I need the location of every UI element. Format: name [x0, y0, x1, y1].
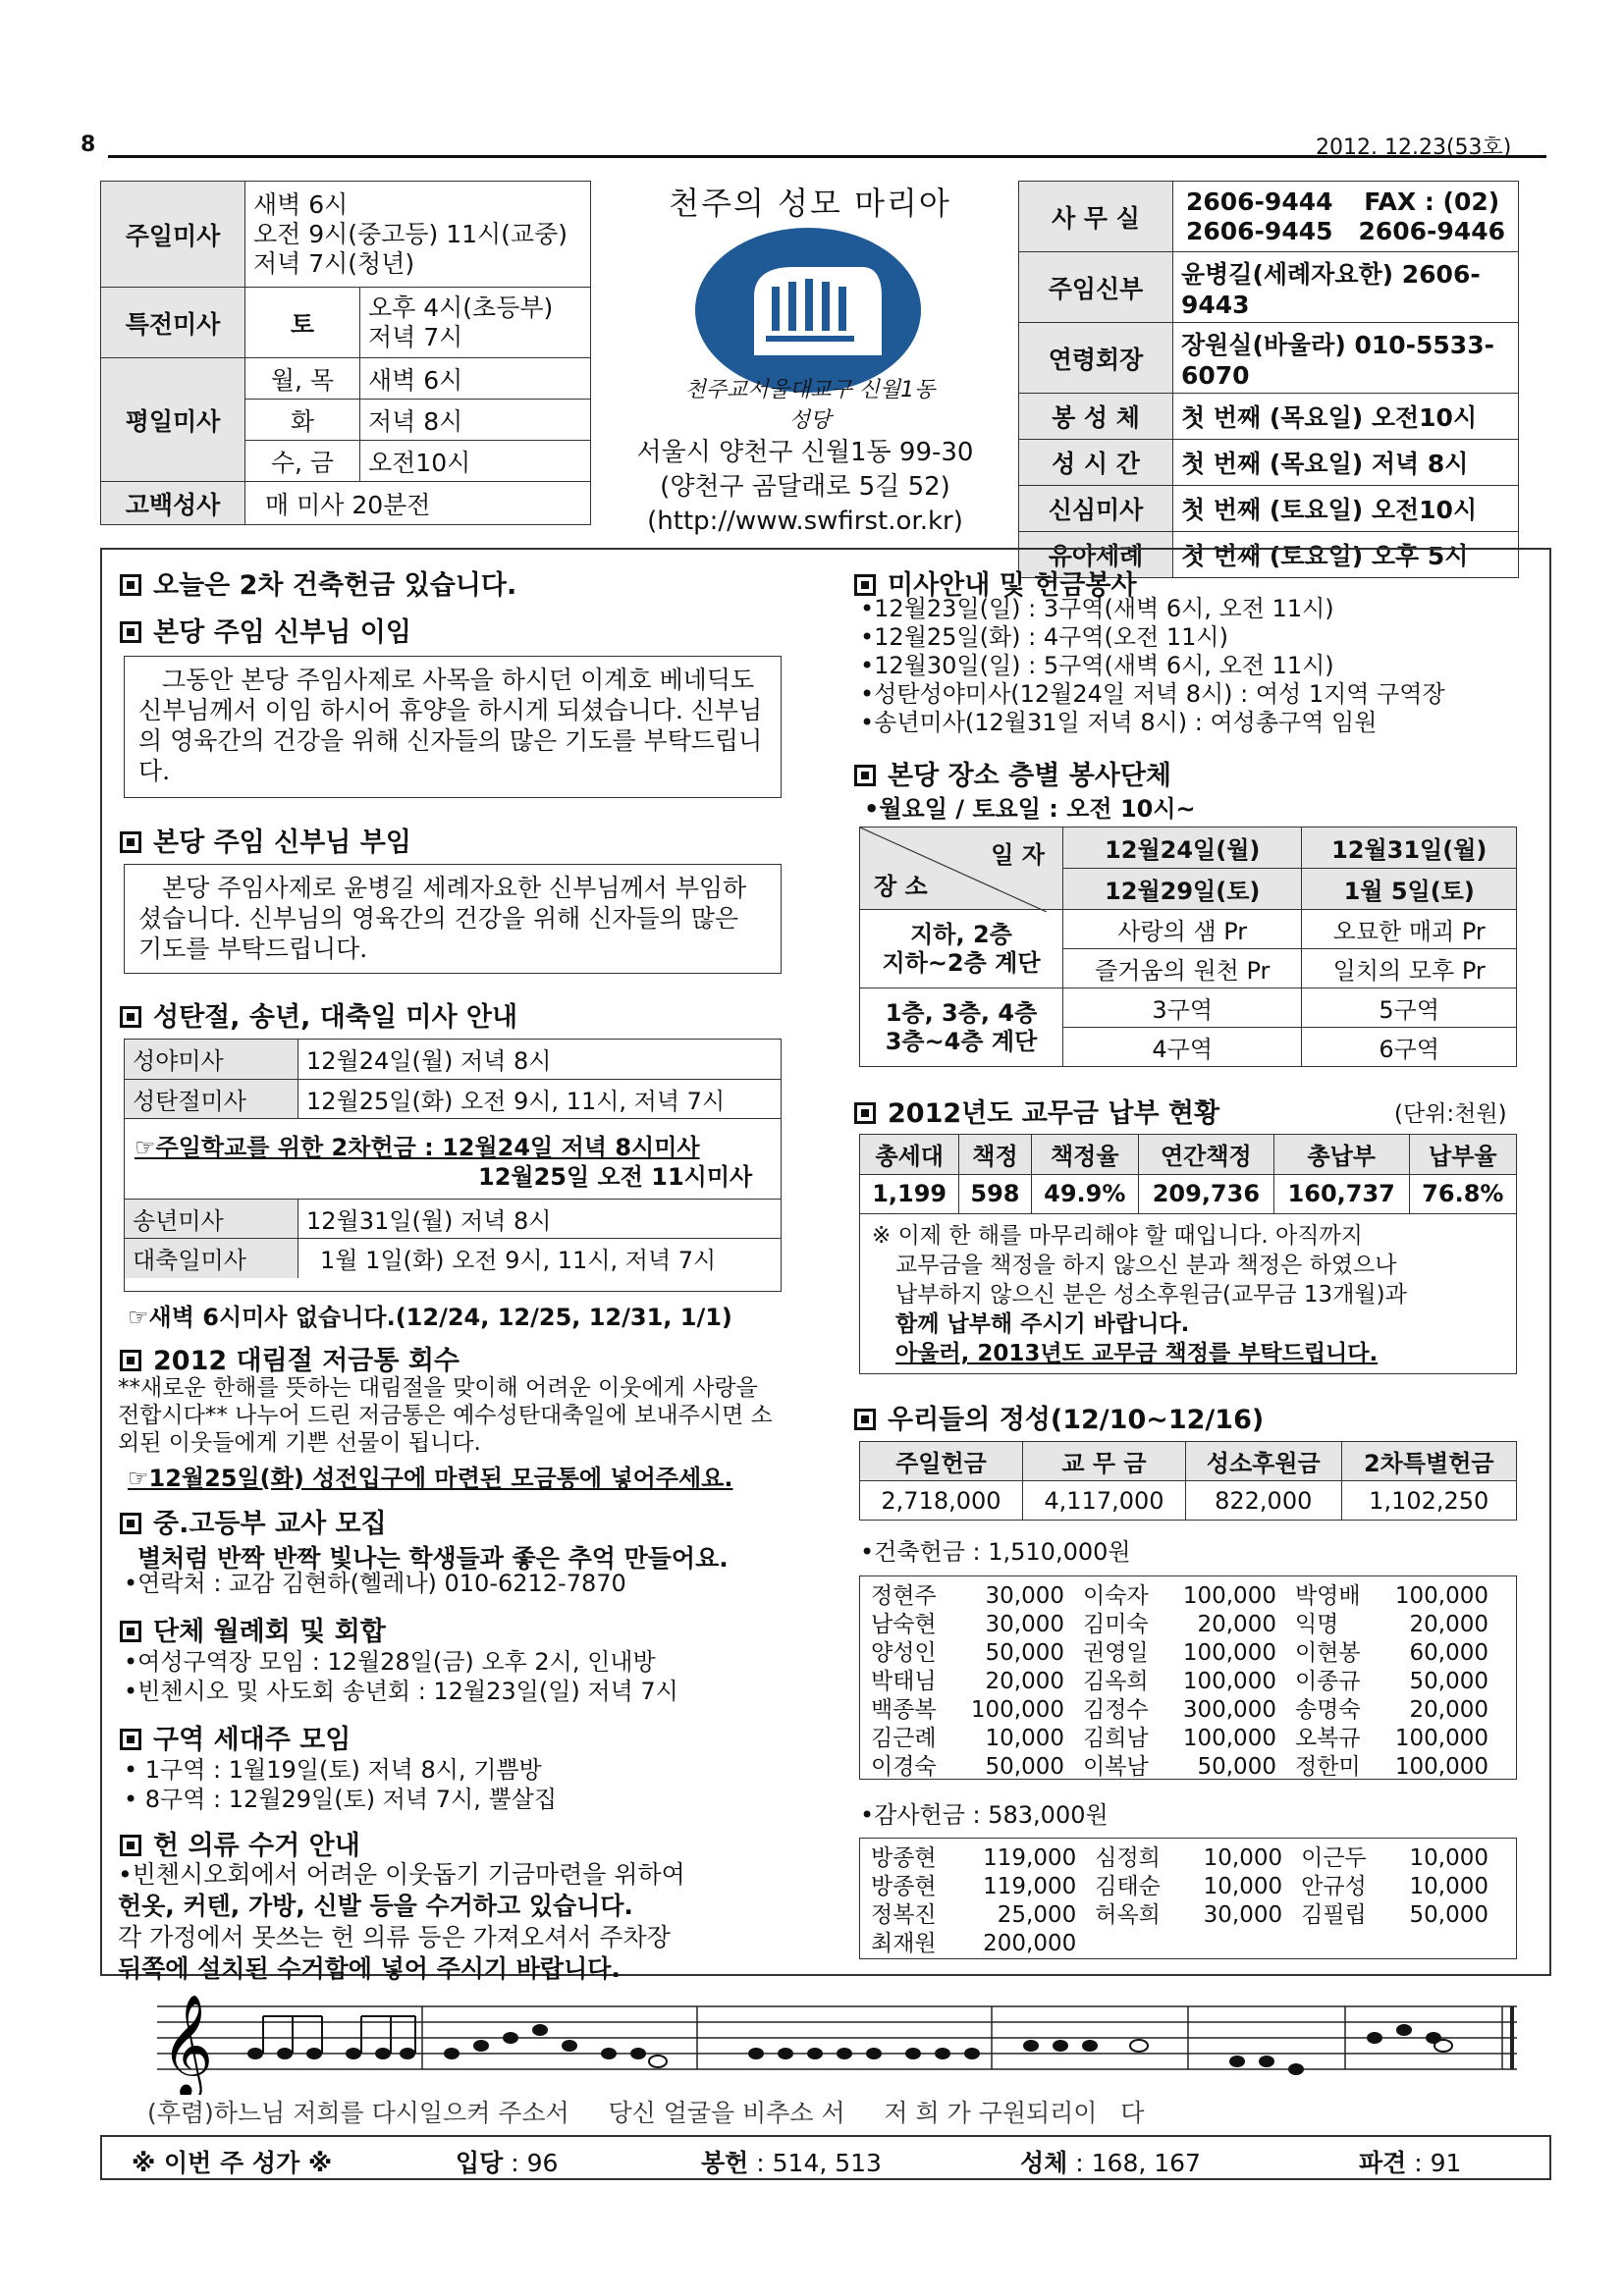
group-cell: 즐거움의 원천 Pr [1063, 949, 1302, 988]
donor-name: 이종규 [1294, 1669, 1361, 1694]
office-value: 첫 번째 (토요일) 오전10시 [1173, 486, 1519, 532]
address-line: (양천구 곰달래로 5길 52) [660, 472, 950, 502]
mass-service-item: •12월23일(일) : 3구역(새벽 6시, 오전 11시) [860, 595, 1334, 622]
donor-name: 정한미 [1294, 1754, 1361, 1780]
sunday-time: 오전 9시(중고등) 11시(교중) [253, 219, 568, 248]
dues-header: 책정 [959, 1135, 1031, 1174]
svg-text:𝄞: 𝄞 [161, 1994, 214, 2095]
no-dawn-mass-note: ☞새벽 6시미사 없습니다.(12/24, 12/25, 12/31, 1/1) [128, 1304, 732, 1331]
dues-value: 209,736 [1138, 1174, 1273, 1213]
donation-amount: 30,000 [985, 1583, 1064, 1609]
donor-name [1094, 1930, 1177, 1958]
group-meeting-item: •여성구역장 모임 : 12월28일(금) 오후 2시, 인내방 [124, 1648, 656, 1676]
dues-header: 총세대 [860, 1135, 959, 1174]
office-label: 사 무 실 [1019, 182, 1173, 252]
donation-amount: 50,000 [985, 1640, 1064, 1666]
donation-amount: 50,000 [1409, 1902, 1488, 1928]
date-cell: 12월31일(월) [1302, 828, 1517, 869]
donor-name: 양성인 [871, 1640, 937, 1666]
offering-header: 주일헌금 [860, 1442, 1023, 1481]
donor-name: 박태님 [871, 1669, 937, 1694]
teacher-recruit-text: 별처럼 반짝 반짝 빛나는 학생들과 좋은 추억 만들어요. [137, 1544, 729, 1573]
dues-value: 598 [959, 1174, 1031, 1213]
mass-service-item: •12월30일(일) : 5구역(새벽 6시, 오전 11시) [860, 652, 1334, 679]
weekday-time: 새벽 6시 [360, 358, 591, 400]
building-fund-label: •건축헌금 : 1,510,000원 [860, 1538, 1131, 1566]
donation-amount: 60,000 [1409, 1640, 1488, 1666]
donor-name: 김미숙 [1082, 1612, 1149, 1637]
logo-title: 천주의 성모 마리아 [669, 185, 951, 222]
offering-value: 2,718,000 [860, 1481, 1023, 1521]
donation-amount: 300,000 [1182, 1697, 1276, 1723]
donation-amount: 10,000 [1409, 1845, 1488, 1871]
office-label: 유아세례 [1019, 532, 1173, 578]
donation-amount: 100,000 [970, 1697, 1064, 1723]
mass-time: 12월31일(월) 저녁 8시 [298, 1200, 782, 1239]
hymn-title: ※ 이번 주 성가 ※ [132, 2149, 333, 2177]
group-cell: 5구역 [1302, 988, 1517, 1028]
section-pastor-arrival: 본당 주임 신부님 부임 [120, 821, 411, 859]
dues-note-line: 함께 납부해 주시기 바랍니다. [895, 1311, 1190, 1337]
parish-dues-table [860, 1135, 1516, 1214]
donor-name: 김태순 [1095, 1874, 1161, 1899]
donor-name: 송명숙 [1294, 1697, 1361, 1723]
special-mass-day: 토 [245, 288, 360, 358]
office-label: 연령회장 [1019, 323, 1173, 394]
section-pastor-departure: 본당 주임 신부님 이임 [120, 611, 411, 649]
floor-service-table [859, 827, 1517, 1067]
donor-name: 방종현 [871, 1845, 937, 1871]
office-value: 장원실(바울라) 010-5533-6070 [1173, 323, 1519, 394]
donation-amount [1177, 1930, 1300, 1958]
weekday-day: 수, 금 [245, 441, 360, 482]
advent-bank-note: ☞12월25일(화) 성전입구에 마련된 모금통에 넣어주세요. [128, 1465, 733, 1492]
group-cell: 오묘한 매괴 Pr [1302, 910, 1517, 949]
office-label: 성 시 간 [1019, 440, 1173, 486]
donation-amount: 119,000 [983, 1874, 1077, 1899]
hymn-footer [100, 2135, 1551, 2180]
donor-name: 백종복 [871, 1697, 937, 1723]
second-collection-note-2: 12월25일 오전 11시미사 [478, 1163, 753, 1191]
donor-name: 이경숙 [871, 1754, 937, 1780]
advent-bank-text: **새로운 한해를 뜻하는 대림절을 맞이해 어려운 이웃에게 사랑을 전합시다** 나누어 드린 저금통은 예수성탄대축일에 보내주시면 소외된 이웃들에게 기쁜 선물이 됩니다. [118, 1375, 773, 1456]
clothes-line: 각 가정에서 못쓰는 헌 의류 등은 가져오셔서 주차장 [118, 1923, 671, 1951]
dues-unit: (단위:천원) [1394, 1101, 1507, 1127]
building-fund-box [859, 1575, 1517, 1780]
donation-amount: 20,000 [1197, 1612, 1276, 1637]
district-meeting-item: • 1구역 : 1월19일(토) 저녁 8시, 기쁨방 [124, 1756, 542, 1784]
section-floor-service: 본당 장소 층별 봉사단체 [854, 754, 1171, 792]
donation-amount: 100,000 [1182, 1726, 1276, 1751]
offering-header: 성소후원금 [1185, 1442, 1341, 1481]
date-cell: 12월24일(월) [1063, 828, 1302, 869]
donation-amount: 100,000 [1394, 1583, 1488, 1609]
building-fund-table [870, 1582, 1506, 1782]
christmas-mass-table-1 [125, 1040, 781, 1119]
group-meeting-item: •빈첸시오 및 사도회 송년회 : 12월23일(일) 저녁 7시 [124, 1678, 678, 1705]
mass-service-list [860, 595, 1445, 737]
donation-amount: 50,000 [1409, 1669, 1488, 1694]
donor-name: 정복진 [871, 1902, 937, 1928]
parish-address [589, 436, 1021, 539]
district-meeting-item: • 8구역 : 12월29일(토) 저녁 7시, 뿔살집 [124, 1786, 558, 1813]
date-cell: 12월29일(토) [1063, 869, 1302, 910]
mass-name: 송년미사 [125, 1200, 298, 1239]
donation-amount: 10,000 [1203, 1874, 1283, 1899]
donation-amount: 20,000 [985, 1669, 1064, 1694]
office-value: 윤병길(세례자요한) 2606-9443 [1173, 252, 1519, 323]
mass-service-item: •송년미사(12월31일 저녁 8시) : 여성총구역 임원 [860, 709, 1378, 736]
donation-amount: 25,000 [997, 1902, 1077, 1928]
mass-time: 12월24일(월) 저녁 8시 [298, 1040, 782, 1079]
dues-header: 책정율 [1031, 1135, 1138, 1174]
music-score [147, 1987, 1522, 2095]
dues-note-line: 납부하지 않으신 분은 성소후원금(교무금 13개월)과 [895, 1282, 1407, 1308]
christmas-mass-table-2 [125, 1199, 781, 1278]
office-value: 첫 번째 (토요일) 오후 5시 [1173, 532, 1519, 578]
christmas-mass-box [124, 1039, 782, 1292]
offering-header: 교 무 금 [1022, 1442, 1185, 1481]
donor-name: 방종현 [871, 1874, 937, 1899]
donor-name: 안규성 [1301, 1874, 1367, 1899]
music-lyrics: (후렴)하느님 저희를 다시일으켜 주소서 당신 얼굴을 비추소 서 저 희 가 구원되리이 다 [147, 2099, 1145, 2127]
place-cell: 지하, 2층 지하~2층 계단 [860, 910, 1063, 988]
group-cell: 4구역 [1063, 1028, 1302, 1067]
section-advent-bank: 2012 대림절 저금통 회수 [120, 1339, 460, 1377]
donor-name: 익명 [1294, 1612, 1339, 1637]
donor-name: 이현봉 [1294, 1640, 1361, 1666]
group-cell: 사랑의 샘 Pr [1063, 910, 1302, 949]
special-mass-label: 특전미사 [101, 288, 245, 358]
section-district-meetings: 구역 세대주 모임 [120, 1718, 351, 1756]
clothes-line: •빈첸시오회에서 어려운 이웃돕기 기금마련을 위하여 [118, 1860, 685, 1889]
issue-date: 2012. 12.23(53호) [1316, 135, 1512, 160]
music-staff-icon [147, 1987, 1522, 2095]
donor-name: 권영일 [1082, 1640, 1149, 1666]
clothes-collection-text [118, 1859, 685, 1985]
offering-value: 1,102,250 [1341, 1481, 1516, 1521]
offering-value: 822,000 [1185, 1481, 1341, 1521]
section-mass-service: 미사안내 및 헌금봉사 [854, 563, 1137, 602]
office-label: 주임신부 [1019, 252, 1173, 323]
parish-dues-box [859, 1134, 1517, 1374]
donor-name: 김희남 [1082, 1726, 1149, 1751]
donor-name: 박영배 [1294, 1583, 1361, 1609]
section-clothes-collection: 헌 의류 수거 안내 [120, 1824, 360, 1862]
mass-time: 12월25일(화) 오전 9시, 11시, 저녁 7시 [298, 1079, 782, 1118]
dues-value: 1,199 [860, 1174, 959, 1213]
dues-value: 76.8% [1409, 1174, 1516, 1213]
donor-name: 정현주 [871, 1583, 937, 1609]
hymn-entrance: 입당 : 96 [456, 2149, 559, 2177]
section-christmas-mass: 성탄절, 송년, 대축일 미사 안내 [120, 995, 517, 1034]
place-header: 장 소 [874, 873, 928, 900]
section-building-fund: 오늘은 2차 건축헌금 있습니다. [120, 563, 516, 602]
office-phone: 2606-9444 2606-9445 [1173, 182, 1346, 252]
pastor-departure-text: 그동안 본당 주임사제로 사목을 하시던 이계호 베네딕도 신부님께서 이임 하시어 휴양을 하시게 되셨습니다. 신부님의 영육간의 건강을 위해 신자들의 많은 기도를 부탁드립니다. [124, 656, 782, 798]
dues-value: 160,737 [1273, 1174, 1409, 1213]
office-fax: FAX : (02) 2606-9446 [1345, 182, 1518, 252]
donation-amount: 10,000 [985, 1726, 1064, 1751]
sunday-mass-label: 주일미사 [101, 182, 245, 288]
donor-name: 최재원 [871, 1931, 937, 1956]
address-line: 서울시 양천구 신월1동 99-30 [636, 438, 974, 467]
office-value: 첫 번째 (목요일) 오전10시 [1173, 394, 1519, 440]
donation-amount: 100,000 [1394, 1726, 1488, 1751]
date-header: 일 자 [991, 841, 1045, 869]
special-time: 저녁 7시 [368, 322, 463, 351]
donation-amount: 20,000 [1409, 1612, 1488, 1637]
donation-amount: 119,000 [983, 1845, 1077, 1871]
donor-name [1300, 1930, 1383, 1958]
donor-name: 이복남 [1082, 1754, 1149, 1780]
offering-header: 2차특별헌금 [1341, 1442, 1516, 1481]
dues-header: 총납부 [1273, 1135, 1409, 1174]
donation-amount [1383, 1930, 1506, 1958]
mass-name: 성탄절미사 [125, 1079, 298, 1118]
dues-header: 연간책정 [1138, 1135, 1273, 1174]
donation-amount: 100,000 [1182, 1669, 1276, 1694]
date-cell: 1월 5일(토) [1302, 869, 1517, 910]
clothes-line: 헌옷, 커텐, 가방, 신발 등을 수거하고 있습니다. [118, 1892, 633, 1920]
weekday-time: 오전10시 [360, 441, 591, 482]
office-value: 첫 번째 (목요일) 저녁 8시 [1173, 440, 1519, 486]
office-table [1018, 181, 1519, 578]
weekday-mass-label: 평일미사 [101, 358, 245, 482]
sunday-time: 저녁 7시(청년) [253, 248, 415, 278]
donation-amount: 50,000 [985, 1754, 1064, 1780]
donation-amount: 30,000 [985, 1612, 1064, 1637]
donation-amount: 50,000 [1197, 1754, 1276, 1780]
offerings-table [859, 1441, 1517, 1521]
offering-value: 4,117,000 [1022, 1481, 1185, 1521]
mass-service-item: •12월25일(화) : 4구역(오전 11시) [860, 623, 1228, 651]
donation-amount: 20,000 [1409, 1697, 1488, 1723]
dues-note-line: 아울러, 2013년도 교무금 책정를 부탁드립니다. [895, 1341, 1379, 1366]
mass-service-item: •성탄성야미사(12월24일 저녁 8시) : 여성 1지역 구역장 [860, 680, 1445, 708]
group-cell: 6구역 [1302, 1028, 1517, 1067]
section-offerings: 우리들의 정성(12/10~12/16) [854, 1398, 1264, 1436]
donation-amount: 100,000 [1394, 1754, 1488, 1780]
donor-name: 남숙현 [871, 1612, 937, 1637]
donor-name: 오복규 [1294, 1726, 1361, 1751]
parish-name: 천주교서울대교구 신월1동성당 [684, 378, 936, 433]
weekday-time: 저녁 8시 [360, 400, 591, 441]
floor-table-corner [860, 828, 1063, 910]
hymn-communion: 성체 : 168, 167 [1020, 2149, 1201, 2177]
diagonal-line [860, 828, 1047, 912]
teacher-contact: •연락처 : 교감 김현하(헬레나) 010-6212-7870 [124, 1570, 626, 1597]
parish-logo-icon [695, 228, 921, 393]
section-teacher-recruit: 중.고등부 교사 모집 [120, 1502, 387, 1540]
donor-name: 이숙자 [1082, 1583, 1149, 1609]
organ-icon [695, 228, 921, 393]
second-collection-note: ☞주일학교를 위한 2차헌금 : 12월24일 저녁 8시미사 [135, 1134, 700, 1161]
dues-notes [872, 1221, 1407, 1368]
mass-time: 1월 1일(화) 오전 9시, 11시, 저녁 7시 [298, 1239, 782, 1278]
floor-service-sub: •월요일 / 토요일 : 오전 10시~ [864, 795, 1196, 823]
donor-name: 심정희 [1095, 1845, 1161, 1871]
donor-name: 이근두 [1301, 1845, 1367, 1871]
donor-name: 허옥희 [1095, 1902, 1161, 1928]
hymn-recessional: 파견 : 91 [1359, 2149, 1462, 2177]
confession-text: 매 미사 20분전 [245, 482, 591, 525]
section-parish-dues: 2012년도 교무금 납부 현황 [854, 1092, 1219, 1130]
thanks-fund-label: •감사헌금 : 583,000원 [860, 1801, 1109, 1829]
weekday-day: 화 [245, 400, 360, 441]
donation-amount: 10,000 [1409, 1874, 1488, 1899]
donation-amount: 100,000 [1182, 1583, 1276, 1609]
mass-schedule-table [100, 181, 591, 525]
donation-amount: 30,000 [1203, 1902, 1283, 1928]
group-cell: 3구역 [1063, 988, 1302, 1028]
dues-value: 49.9% [1031, 1174, 1138, 1213]
office-label: 봉 성 체 [1019, 394, 1173, 440]
thanks-fund-box [859, 1838, 1517, 1959]
pastor-arrival-text: 본당 주임사제로 윤병길 세례자요한 신부님께서 부임하셨습니다. 신부님의 영육간의 건강을 위해 신자들의 많은 기도를 부탁드립니다. [124, 864, 782, 974]
sunday-time: 새벽 6시 [253, 189, 349, 219]
confession-label: 고백성사 [101, 482, 245, 525]
group-cell: 일치의 모후 Pr [1302, 949, 1517, 988]
donor-name: 김필립 [1301, 1902, 1367, 1928]
mass-name: 대축일미사 [125, 1239, 298, 1278]
dues-note-line: 교무금을 책정을 하지 않으신 분과 책정은 하였으나 [895, 1253, 1397, 1278]
thanks-fund-table [870, 1844, 1506, 1958]
donation-amount: 10,000 [1203, 1845, 1283, 1871]
place-cell: 1층, 3층, 4층 3층~4층 계단 [860, 988, 1063, 1067]
weekday-day: 월, 목 [245, 358, 360, 400]
dues-header: 납부율 [1409, 1135, 1516, 1174]
donor-name: 김근례 [871, 1726, 937, 1751]
donor-name: 김옥희 [1082, 1669, 1149, 1694]
donor-name: 김정수 [1082, 1697, 1149, 1723]
donation-amount: 100,000 [1182, 1640, 1276, 1666]
section-group-meetings: 단체 월례회 및 회합 [120, 1610, 386, 1648]
donation-amount: 200,000 [983, 1931, 1077, 1956]
mass-name: 성야미사 [125, 1040, 298, 1079]
clothes-line: 뒤쪽에 설치된 수거함에 넣어 주시기 바랍니다. [118, 1954, 621, 1983]
office-label: 신심미사 [1019, 486, 1173, 532]
dues-note-line: ※ 이제 한 해를 마무리해야 할 때입니다. 아직까지 [872, 1223, 1363, 1249]
page-number: 8 [81, 133, 96, 157]
website-link[interactable]: (http://www.swfirst.or.kr) [647, 507, 963, 536]
special-time: 오후 4시(초등부) [368, 293, 554, 322]
hymn-offertory: 봉헌 : 514, 513 [701, 2149, 882, 2177]
